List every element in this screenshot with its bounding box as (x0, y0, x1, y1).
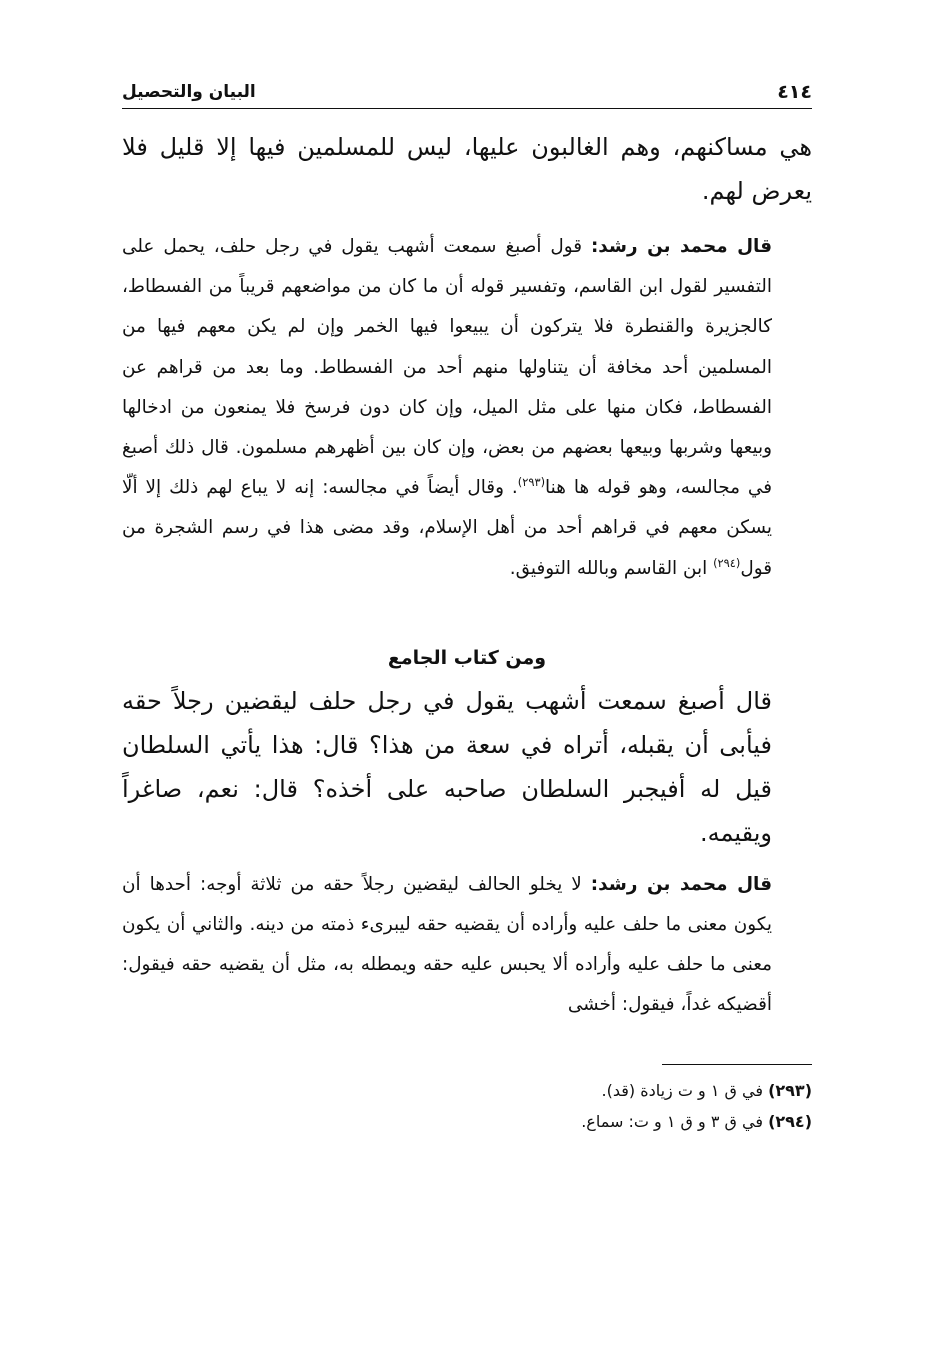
commentary-speaker: قال محمد بن رشد: (590, 236, 773, 257)
commentary-speaker: قال محمد بن رشد: (590, 873, 772, 895)
footnote-number: (٢٩٤) (768, 1111, 812, 1131)
commentary-text-3: ابن القاسم وبالله التوفيق. (509, 557, 714, 579)
running-header (122, 80, 812, 109)
footnote-ref-294[interactable]: (٢٩٤) (713, 555, 741, 570)
section-heading: ومن كتاب الجامع (387, 646, 547, 669)
commentary-paragraph (122, 865, 812, 1026)
commentary-text: لا يخلو الحالف ليقضين رجلاً حقه من ثلاثة أوجه: أحدها أن يكون معنى ما حلف عليه وأراده أن يقضيه حقه ليبرىء ذمته من دينه. والثاني أن يكون معنى ما حلف عليه وأراده ألا يحبس عليه حقه ويمطله به، مثل أن يقضيه حقه فيقول: أقضيكه غداً، فيقول: أخشى (122, 873, 772, 1016)
commentary-text-1: قول أصبغ سمعت أشهب يقول في رجل حلف، يحمل على التفسير لقول ابن القاسم، وتفسير قوله أن ما كان من مواضعهم قريباً من الفسطاط، كالجزيرة والقنطرة فلا يتركون أن يبيعوا فيها الخمر وإن لم يكن معهم فيها من المسلمين أحد مخافة أن يتناولها منهم أحد من الفسطاط. وما بعد من قراهم عن الفسطاط، فكان منها على مثل الميل، وإن كان دون فرسخ فلا يمنعون من ادخالها وبيعها وشربها وبيعها بعضهم من بعض، وإن كان بين أظهرهم مسلمون. قال ذلك أصبغ في مجالسه، وهو قوله ها هنا (122, 236, 772, 499)
running-title: البيان والتحصيل (122, 82, 256, 102)
quote-paragraph (122, 679, 812, 855)
footnote-number: (٢٩٣) (768, 1080, 812, 1100)
footnote-text: في ق ٣ و ق ١ و ت: سماع. (581, 1111, 769, 1131)
page-number: ٤١٤ (777, 81, 812, 103)
footnote-293 (122, 1075, 812, 1106)
book-page (122, 80, 812, 1137)
quote-text: هي مساكنهم، وهم الغالبون عليها، ليس للمسلمين فيها إلا قليل فلا يعرض لهم. (122, 133, 812, 205)
commentary-text-2: . وقال أيضاً في مجالسه: إنه لا يباع لهم ذلك إلا ألّا يسكن معهم في قراهم أحد من أهل الإسلام، وقد مضى هذا في رسم الشجرة من قول (122, 477, 772, 579)
footnote-ref-293[interactable]: (٢٩٣) (517, 475, 546, 490)
footnote-text: في ق ١ و ت زيادة (قد). (601, 1080, 769, 1100)
footnote-294 (122, 1106, 812, 1137)
quote-continuation (122, 125, 812, 213)
quote-text: قال أصبغ سمعت أشهب يقول في رجل حلف ليقضين رجلاً حقه فيأبى أن يقبله، أتراه في سعة من هذا؟ قال: هذا يأتي السلطان قيل له أفيجبر السلطان صاحبه على أخذه؟ قال: نعم، صاغراً ويقيمه. (122, 686, 772, 847)
commentary-paragraph (122, 227, 812, 589)
footnote-divider (662, 1064, 812, 1065)
